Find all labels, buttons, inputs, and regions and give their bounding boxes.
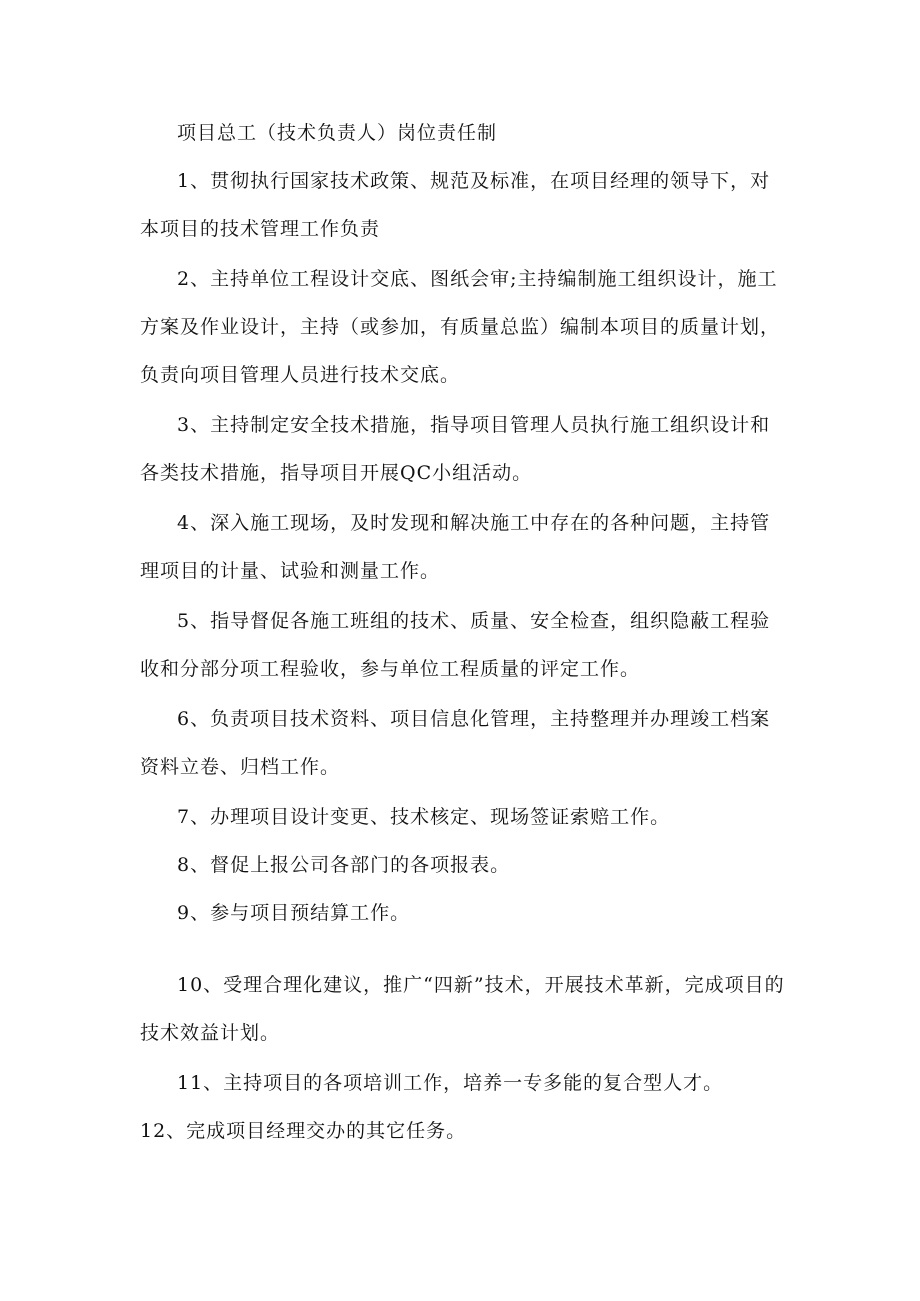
paragraph-12: 12、完成项目经理交办的其它任务。 (140, 1120, 467, 1142)
paragraph-9: 9、参与项目预结算工作。 (177, 902, 411, 924)
paragraph-8: 8、督促上报公司各部门的各项报表。 (177, 854, 511, 876)
paragraph-2: 2、主持单位工程设计交底、图纸会审;主持编制施工组织设计，施工方案及作业设计，主持（或参加，有质量总监）编制本项目的质量计划，负责向项目管理人员进行技术交底。 (140, 268, 781, 386)
document-title: 项目总工（技术负责人）岗位责任制 (177, 122, 498, 144)
paragraph-3: 3、主持制定安全技术措施，指导项目管理人员执行施工组织设计和各类技术措施，指导项目开展QC小组活动。 (140, 414, 771, 484)
paragraph-10: 10、受理合理化建议，推广“四新”技术，开展技术革新，完成项目的技术效益计划。 (140, 974, 785, 1044)
paragraph-7: 7、办理项目设计变更、技术核定、现场签证索赔工作。 (177, 806, 671, 828)
paragraph-1: 1、贯彻执行国家技术政策、规范及标准，在项目经理的领导下，对本项目的技术管理工作负责 (140, 170, 771, 240)
paragraph-4: 4、深入施工现场，及时发现和解决施工中存在的各种问题，主持管理项目的计量、试验和测量工作。 (140, 512, 771, 582)
paragraph-6: 6、负责项目技术资料、项目信息化管理，主持整理并办理竣工档案资料立卷、归档工作。 (140, 708, 771, 778)
paragraph-11: 11、主持项目的各项培训工作，培养一专多能的复合型人才。 (177, 1072, 724, 1094)
paragraph-5: 5、指导督促各施工班组的技术、质量、安全检查，组织隐蔽工程验收和分部分项工程验收，参与单位工程质量的评定工作。 (140, 610, 771, 680)
